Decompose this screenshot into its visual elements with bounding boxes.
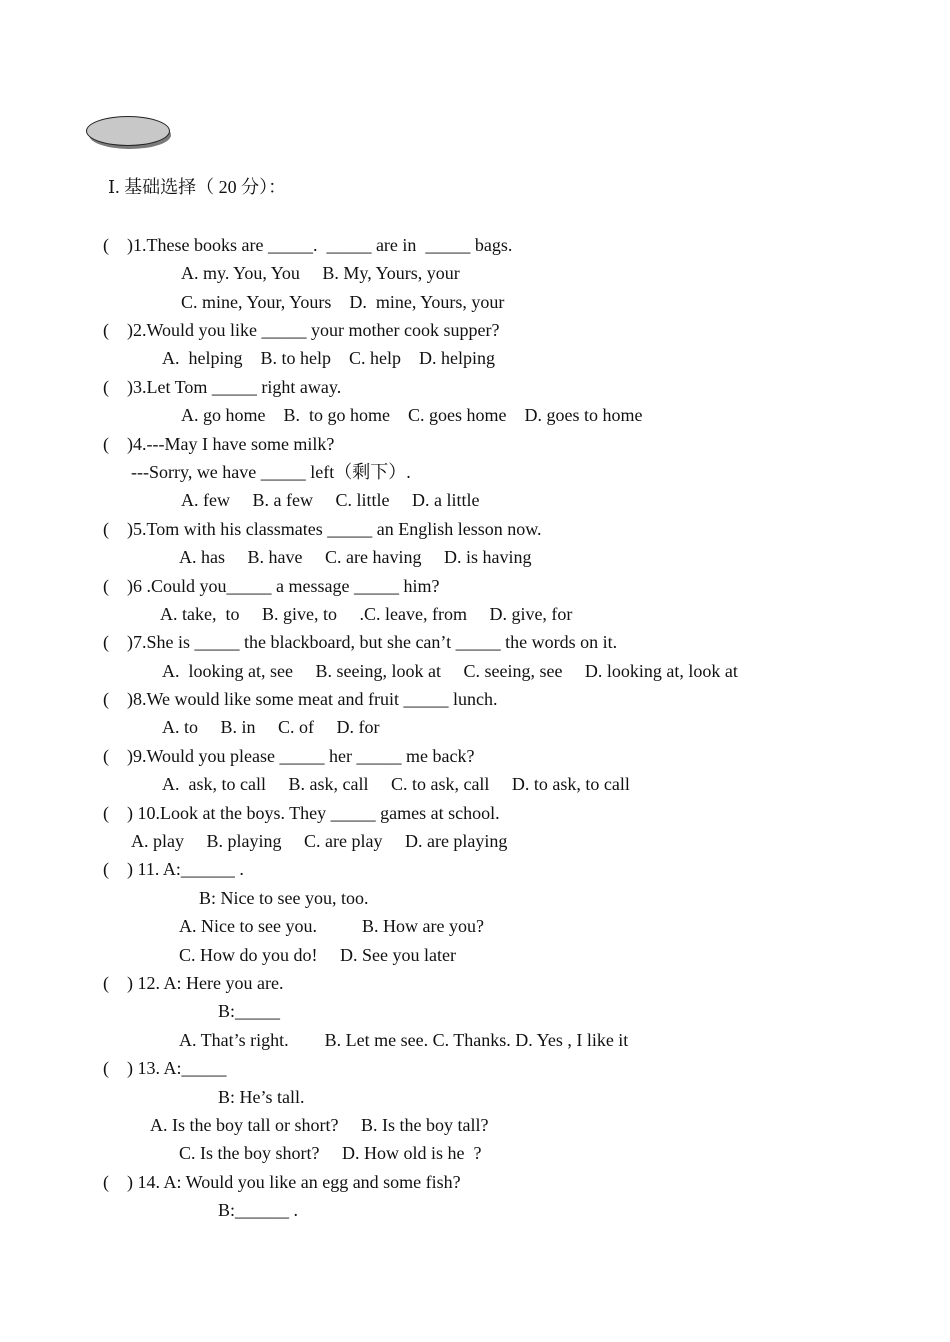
- options-2: A. helping B. to help C. help D. helping: [162, 348, 495, 368]
- options-3: A. go home B. to go home C. goes home D. goes to home: [181, 405, 643, 425]
- question-14: ( ) 14. A: Would you like an egg and some fish?: [103, 1172, 461, 1192]
- options-13a: A. Is the boy tall or short? B. Is the boy tall?: [150, 1115, 489, 1135]
- section-title: Ⅰ. 基础选择（ 20 分）：: [108, 177, 287, 197]
- question-12-reply: B:_____: [218, 1001, 281, 1021]
- options-5: A. has B. have C. are having D. is having: [179, 547, 532, 567]
- options-10: A. play B. playing C. are play D. are playing: [131, 831, 508, 851]
- options-6: A. take, to B. give, to .C. leave, from D. give, for: [160, 604, 573, 624]
- question-4-reply: ---Sorry, we have _____ left（剩下）.: [131, 462, 411, 482]
- options-13b: C. Is the boy short? D. How old is he ?: [179, 1143, 482, 1163]
- question-12: ( ) 12. A: Here you are.: [103, 973, 284, 993]
- question-6: ( )6 .Could you_____ a message _____ him?: [103, 576, 440, 596]
- question-5: ( )5.Tom with his classmates _____ an English lesson now.: [103, 519, 542, 539]
- question-14-reply: B:______ .: [218, 1200, 299, 1220]
- question-3: ( )3.Let Tom _____ right away.: [103, 377, 342, 397]
- question-10: ( ) 10.Look at the boys. They _____ games at school.: [103, 803, 500, 823]
- question-9: ( )9.Would you please _____ her _____ me back?: [103, 746, 475, 766]
- question-13: ( ) 13. A:_____: [103, 1058, 227, 1078]
- options-1b: C. mine, Your, Yours D. mine, Yours, your: [181, 292, 505, 312]
- decorative-oval: [86, 116, 170, 146]
- options-11a: A. Nice to see you. B. How are you?: [179, 916, 484, 936]
- options-11b: C. How do you do! D. See you later: [179, 945, 456, 965]
- options-9: A. ask, to call B. ask, call C. to ask, call D. to ask, to call: [162, 774, 630, 794]
- question-11: ( ) 11. A:______ .: [103, 859, 244, 879]
- question-8: ( )8.We would like some meat and fruit _____ lunch.: [103, 689, 498, 709]
- options-1a: A. my. You, You B. My, Yours, your: [181, 263, 460, 283]
- options-8: A. to B. in C. of D. for: [162, 717, 380, 737]
- question-2: ( )2.Would you like _____ your mother cook supper?: [103, 320, 500, 340]
- options-12: A. That’s right. B. Let me see. C. Thanks. D. Yes , I like it: [179, 1030, 629, 1050]
- question-13-reply: B: He’s tall.: [218, 1087, 305, 1107]
- question-1: ( )1.These books are _____. _____ are in _____ bags.: [103, 235, 513, 255]
- options-7: A. looking at, see B. seeing, look at C. seeing, see D. looking at, look at: [162, 661, 738, 681]
- question-11-reply: B: Nice to see you, too.: [199, 888, 369, 908]
- options-4: A. few B. a few C. little D. a little: [181, 490, 480, 510]
- question-7: ( )7.She is _____ the blackboard, but she can’t _____ the words on it.: [103, 632, 618, 652]
- question-4: ( )4.---May I have some milk?: [103, 434, 335, 454]
